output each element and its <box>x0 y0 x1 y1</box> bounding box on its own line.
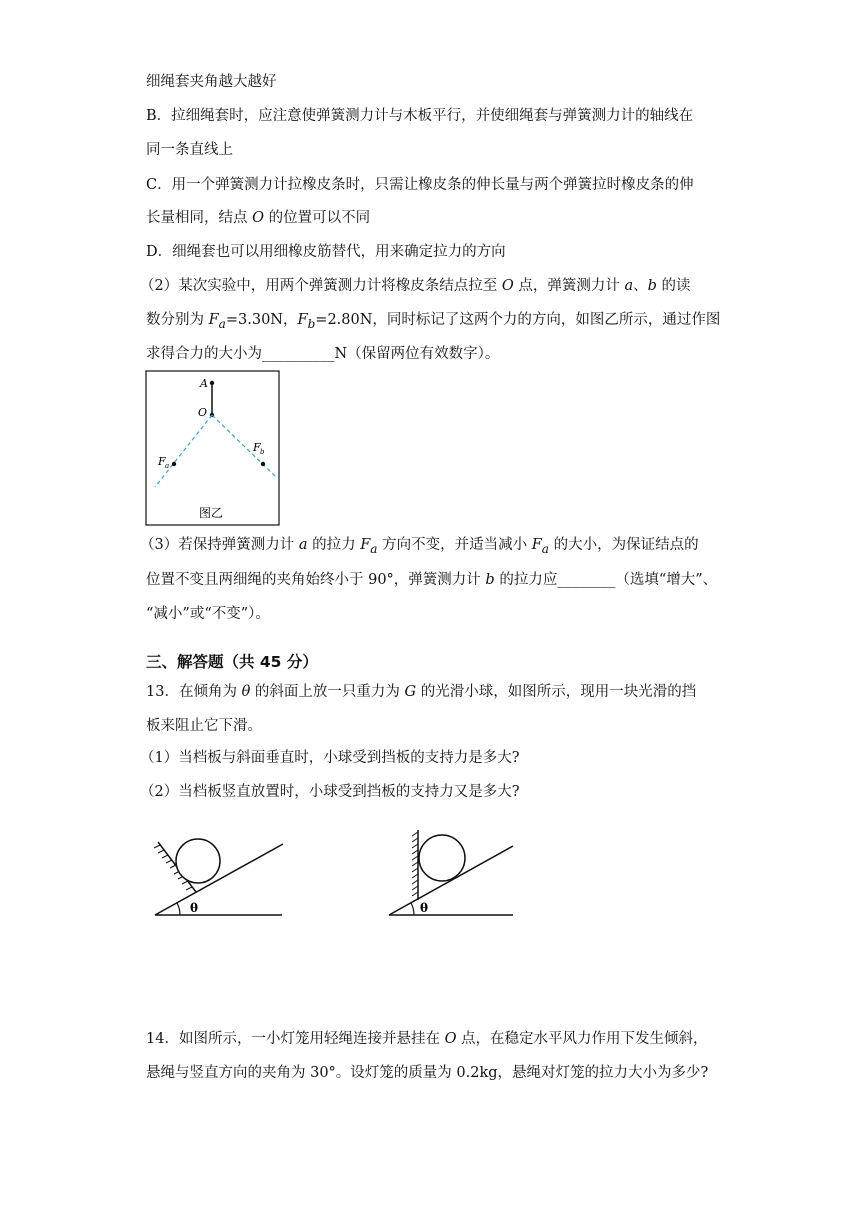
option-b: B．拉细绳套时，应注意使弹簧测力计与木板平行，并使细绳套与弹簧测力计的轴线在 <box>146 108 694 124</box>
label-fa-sub: a <box>165 462 170 470</box>
option-a-continued: 细绳套夹角越大越好 <box>146 74 277 90</box>
figure-yi-caption: 图乙 <box>199 506 224 520</box>
problem-14-line-1: 14．如图所示，一小灯笼用轻绳连接并悬挂在 O 点，在稳定水平风力作用下发生倾斜， <box>146 1031 708 1047</box>
option-d: D．细绳套也可以用细橡皮筋替代，用来确定拉力的方向 <box>146 244 506 260</box>
label-a: A <box>200 377 208 390</box>
option-b-continued: 同一条直线上 <box>146 142 233 158</box>
point-fa <box>172 462 176 466</box>
problem-13-part-1: （1）当档板与斜面垂直时，小球受到挡板的支持力是多大? <box>140 750 520 766</box>
label-fa: F <box>158 455 166 468</box>
label-o: O <box>198 406 208 419</box>
problem-13-line-1: 13．在倾角为 θ 的斜面上放一只重力为 G 的光滑小球，如图所示，现用一块光滑的挡 <box>146 684 697 700</box>
question-3-line-1: （3）若保持弹簧测力计 a 的拉力 $F_a$ 方向不变，并适当减小 $F_a$ 的大小，为保证结点的 <box>140 537 699 556</box>
question-3-line-2: 位置不变且两细绳的夹角始终小于 90°，弹簧测力计 b 的拉力应________（选填“增大”、 <box>146 572 718 588</box>
ball <box>176 839 220 883</box>
angle-arc <box>411 903 414 915</box>
question-2-line-2: 数分别为 $F_a=3.30N$，$F_b=2.80N$，同时标记了这两个力的方向，如图乙所示，通过作图 <box>146 312 721 331</box>
problem-13-line-2: 板来阻止它下滑。 <box>146 718 262 734</box>
section-3-heading: 三、解答题（共 45 分） <box>146 653 318 671</box>
theta-label-left: θ <box>190 901 199 915</box>
label-fb: F <box>253 441 261 454</box>
label-fb-sub: b <box>260 448 265 456</box>
ball <box>419 835 465 881</box>
board-hatching <box>412 832 418 896</box>
point-a <box>210 381 214 385</box>
question-3-line-3: “减小”或“不变”）。 <box>146 606 270 622</box>
question-2-line-1: （2）某次实验中，用两个弹簧测力计将橡皮条结点拉至 O 点，弹簧测力计 a、b 的读 <box>140 278 691 294</box>
figure-yi <box>145 370 281 527</box>
fa-direction-line <box>155 415 212 487</box>
point-fb <box>261 462 265 466</box>
incline-figure-perpendicular-board <box>150 830 290 920</box>
incline-figure-vertical-board <box>385 826 525 920</box>
question-2-line-3: 求得合力的大小为__________N（保留两位有效数字）。 <box>146 346 500 362</box>
angle-arc <box>177 903 180 915</box>
fb-direction-line <box>212 415 277 478</box>
theta-label-right: θ <box>420 901 429 915</box>
problem-13-part-2: （2）当档板竖直放置时，小球受到挡板的支持力又是多大? <box>140 784 520 800</box>
problem-14-line-2: 悬绳与竖直方向的夹角为 30°。设灯笼的质量为 0.2kg，悬绳对灯笼的拉力大小为多少? <box>146 1065 709 1081</box>
option-c: C．用一个弹簧测力计拉橡皮条时，只需让橡皮条的伸长量与两个弹簧拉时橡皮条的伸 <box>146 177 694 193</box>
option-c-continued: 长量相同，结点 O 的位置可以不同 <box>146 210 371 226</box>
